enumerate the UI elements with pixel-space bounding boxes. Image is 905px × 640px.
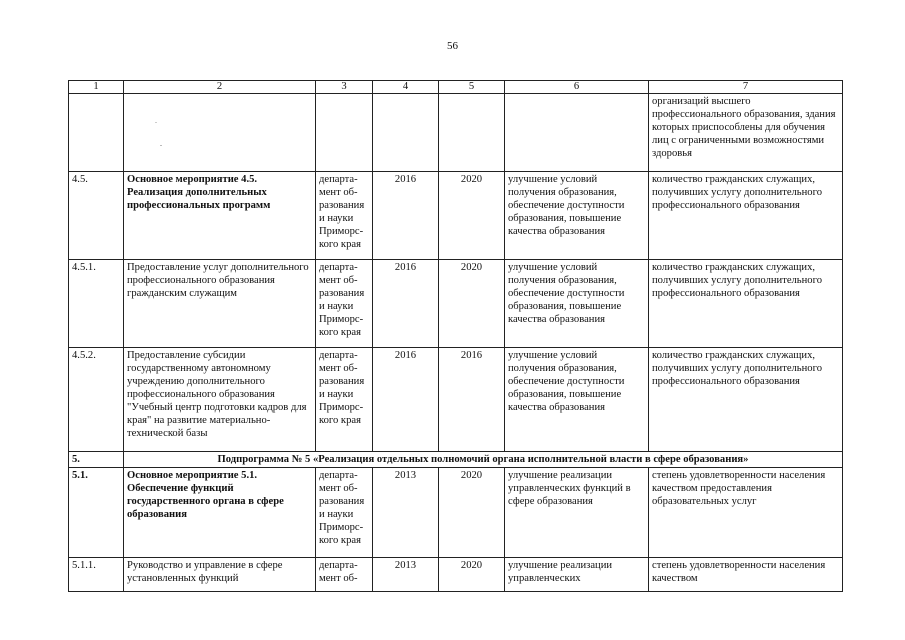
- measure-name-cell: [124, 94, 316, 172]
- measure-name-cell: Предоставление субсидии государственному автономному учреждению дополнительного профессионального образования "Учебный центр подготовки кадров для края" на развитие материально-технической базы: [124, 348, 316, 452]
- responsible-cell: [316, 94, 373, 172]
- expected-result-cell: улучшение реализации управленческих: [505, 558, 649, 592]
- start-year-cell: 2016: [373, 260, 439, 348]
- table-row: [69, 260, 843, 348]
- end-year-cell: [439, 94, 505, 172]
- measures-table: [68, 80, 843, 592]
- measure-id-cell: 4.5.1.: [69, 260, 124, 348]
- measure-id-cell: 4.5.2.: [69, 348, 124, 452]
- table-row: [69, 468, 843, 558]
- column-number: 1: [69, 81, 124, 94]
- column-number: 6: [505, 81, 649, 94]
- table-row: [69, 348, 843, 452]
- start-year-cell: 2016: [373, 348, 439, 452]
- indicator-cell: степень удовлетворенности населения качеством предоставления образовательных услуг: [649, 468, 843, 558]
- indicator-cell: количество гражданских служащих, получивших услугу дополнительного профессионального образования: [649, 348, 843, 452]
- measure-name-cell: Основное мероприятие 4.5. Реализация дополнительных профессиональных программ: [124, 172, 316, 260]
- start-year-cell: 2013: [373, 468, 439, 558]
- expected-result-cell: улучшение условий получения образования, обеспечение доступности образования, повышение качества образования: [505, 260, 649, 348]
- column-number: 7: [649, 81, 843, 94]
- measure-id-cell: 5.1.: [69, 468, 124, 558]
- table-row: [69, 94, 843, 172]
- column-number-row: [69, 81, 843, 94]
- indicator-cell: степень удовлетворенности населения качеством: [649, 558, 843, 592]
- end-year-cell: 2020: [439, 260, 505, 348]
- measure-id-cell: 4.5.: [69, 172, 124, 260]
- measure-id-cell: 5.1.1.: [69, 558, 124, 592]
- responsible-cell: департа- мент об- разования и науки Приморс- кого края: [316, 348, 373, 452]
- start-year-cell: 2013: [373, 558, 439, 592]
- subprogram-id-cell: 5.: [69, 452, 124, 468]
- start-year-cell: 2016: [373, 172, 439, 260]
- column-number: 4: [373, 81, 439, 94]
- column-number: 5: [439, 81, 505, 94]
- indicator-cell: количество гражданских служащих, получивших услугу дополнительного профессионального образования: [649, 172, 843, 260]
- expected-result-cell: улучшение условий получения образования, обеспечение доступности образования, повышение качества образования: [505, 172, 649, 260]
- end-year-cell: 2020: [439, 468, 505, 558]
- table-row: [69, 558, 843, 592]
- indicator-cell: количество гражданских служащих, получивших услугу дополнительного профессионального образования: [649, 260, 843, 348]
- responsible-cell: департа- мент об-: [316, 558, 373, 592]
- measure-name-cell: Руководство и управление в сфере установленных функций: [124, 558, 316, 592]
- subprogram-title: Подпрограмма № 5 «Реализация отдельных полномочий органа исполнительной власти в сфере образования»: [124, 452, 843, 468]
- responsible-cell: департа- мент об- разования и науки Приморс- кого края: [316, 172, 373, 260]
- column-number: 2: [124, 81, 316, 94]
- expected-result-cell: улучшение реализации управленческих функций в сфере образования: [505, 468, 649, 558]
- measure-name-cell: Основное мероприятие 5.1. Обеспечение функций государственного органа в сфере образования: [124, 468, 316, 558]
- start-year-cell: [373, 94, 439, 172]
- responsible-cell: департа- мент об- разования и науки Приморс- кого края: [316, 468, 373, 558]
- end-year-cell: 2020: [439, 172, 505, 260]
- page-number: 56: [447, 40, 458, 52]
- subprogram-row: [69, 452, 843, 468]
- end-year-cell: 2016: [439, 348, 505, 452]
- measure-name-cell: Предоставление услуг дополнительного профессионального образования гражданским служащим: [124, 260, 316, 348]
- measure-id-cell: [69, 94, 124, 172]
- table-row: [69, 172, 843, 260]
- responsible-cell: департа- мент об- разования и науки Приморс- кого края: [316, 260, 373, 348]
- end-year-cell: 2020: [439, 558, 505, 592]
- expected-result-cell: улучшение условий получения образования, обеспечение доступности образования, повышение качества образования: [505, 348, 649, 452]
- indicator-cell: организаций высшего профессионального образования, здания которых приспособлены для обучения лиц с ограниченными возможностями здоровья: [649, 94, 843, 172]
- column-number: 3: [316, 81, 373, 94]
- expected-result-cell: [505, 94, 649, 172]
